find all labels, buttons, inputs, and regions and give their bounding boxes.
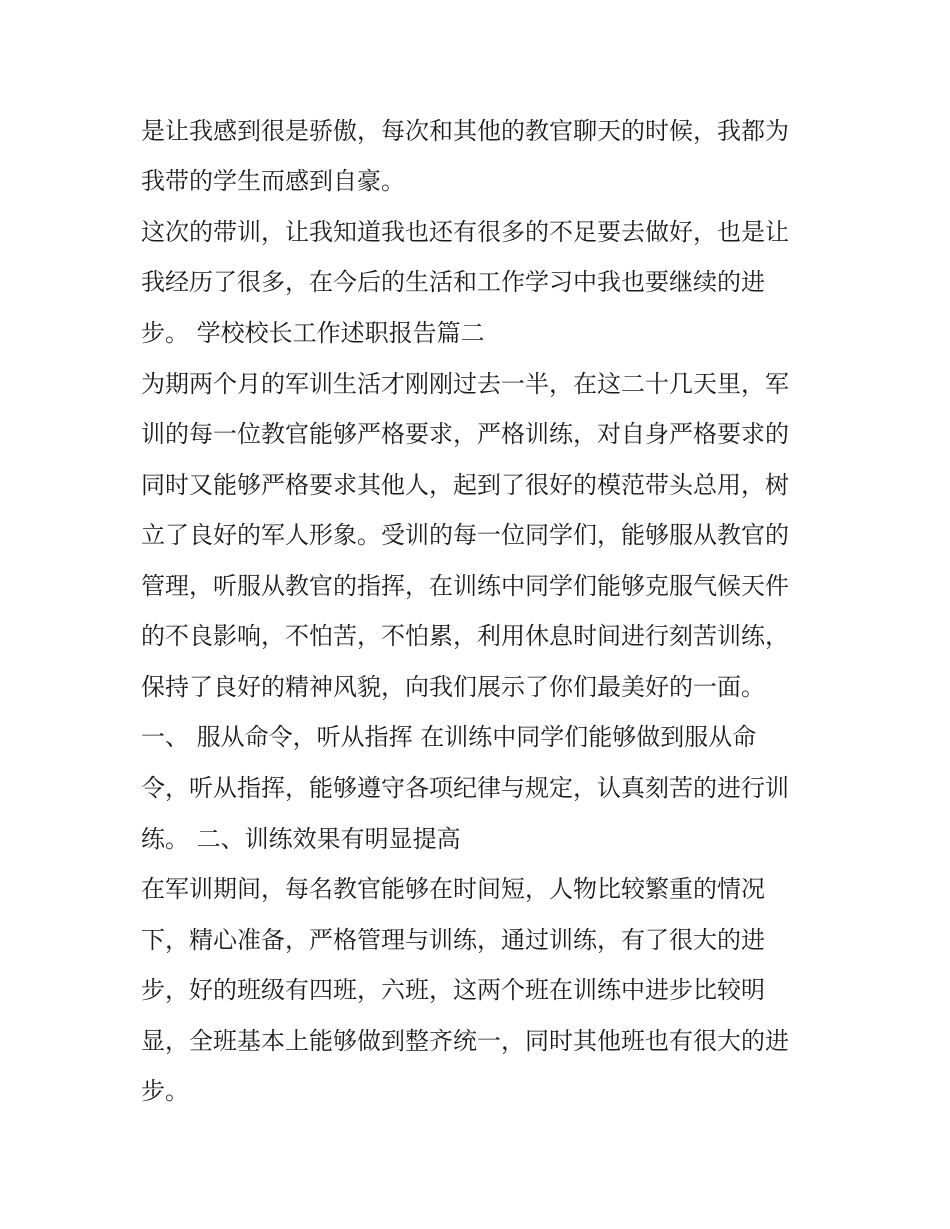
- text-line: 是让我感到很是骄傲，每次和其他的教官聊天的时候，我都为: [141, 117, 789, 145]
- text-line: 令，听从指挥，能够遵守各项纪律与规定，认真刻苦的进行训: [141, 774, 789, 802]
- text-line: 显，全班基本上能够做到整齐统一，同时其他班也有很大的进: [141, 1027, 789, 1055]
- text-line: 一、 服从命令，听从指挥 在训练中同学们能够做到服从命: [141, 723, 757, 751]
- text-line: 保持了良好的精神风貌，向我们展示了你们最美好的一面。: [141, 673, 765, 701]
- text-line: 这次的带训，让我知道我也还有很多的不足要去做好，也是让: [141, 218, 789, 246]
- text-line: 为期两个月的军训生活才刚刚过去一半，在这二十几天里，军: [141, 370, 789, 398]
- text-line: 训的每一位教官能够严格要求，严格训练，对自身严格要求的: [141, 420, 789, 448]
- text-line: 同时又能够严格要求其他人，起到了很好的模范带头总用，树: [141, 471, 789, 499]
- text-line: 步。 学校校长工作述职报告篇二: [141, 319, 485, 347]
- text-line: 下，精心准备，严格管理与训练，通过训练，有了很大的进: [141, 926, 765, 954]
- text-line: 步，好的班级有四班，六班，这两个班在训练中进步比较明: [141, 976, 765, 1004]
- text-line: 步。: [141, 1077, 189, 1105]
- text-line: 管理，听服从教官的指挥，在训练中同学们能够克服气候天件: [141, 572, 789, 600]
- text-line: 立了良好的军人形象。受训的每一位同学们，能够服从教官的: [141, 521, 789, 549]
- text-line: 的不良影响，不怕苦，不怕累，利用休息时间进行刻苦训练，: [141, 622, 789, 650]
- text-line: 我带的学生而感到自豪。: [141, 167, 405, 195]
- text-line: 练。 二、训练效果有明显提高: [141, 825, 461, 853]
- text-line: 我经历了很多，在今后的生活和工作学习中我也要继续的进: [141, 268, 765, 296]
- text-line: 在军训期间，每名教官能够在时间短，人物比较繁重的情况: [141, 875, 765, 903]
